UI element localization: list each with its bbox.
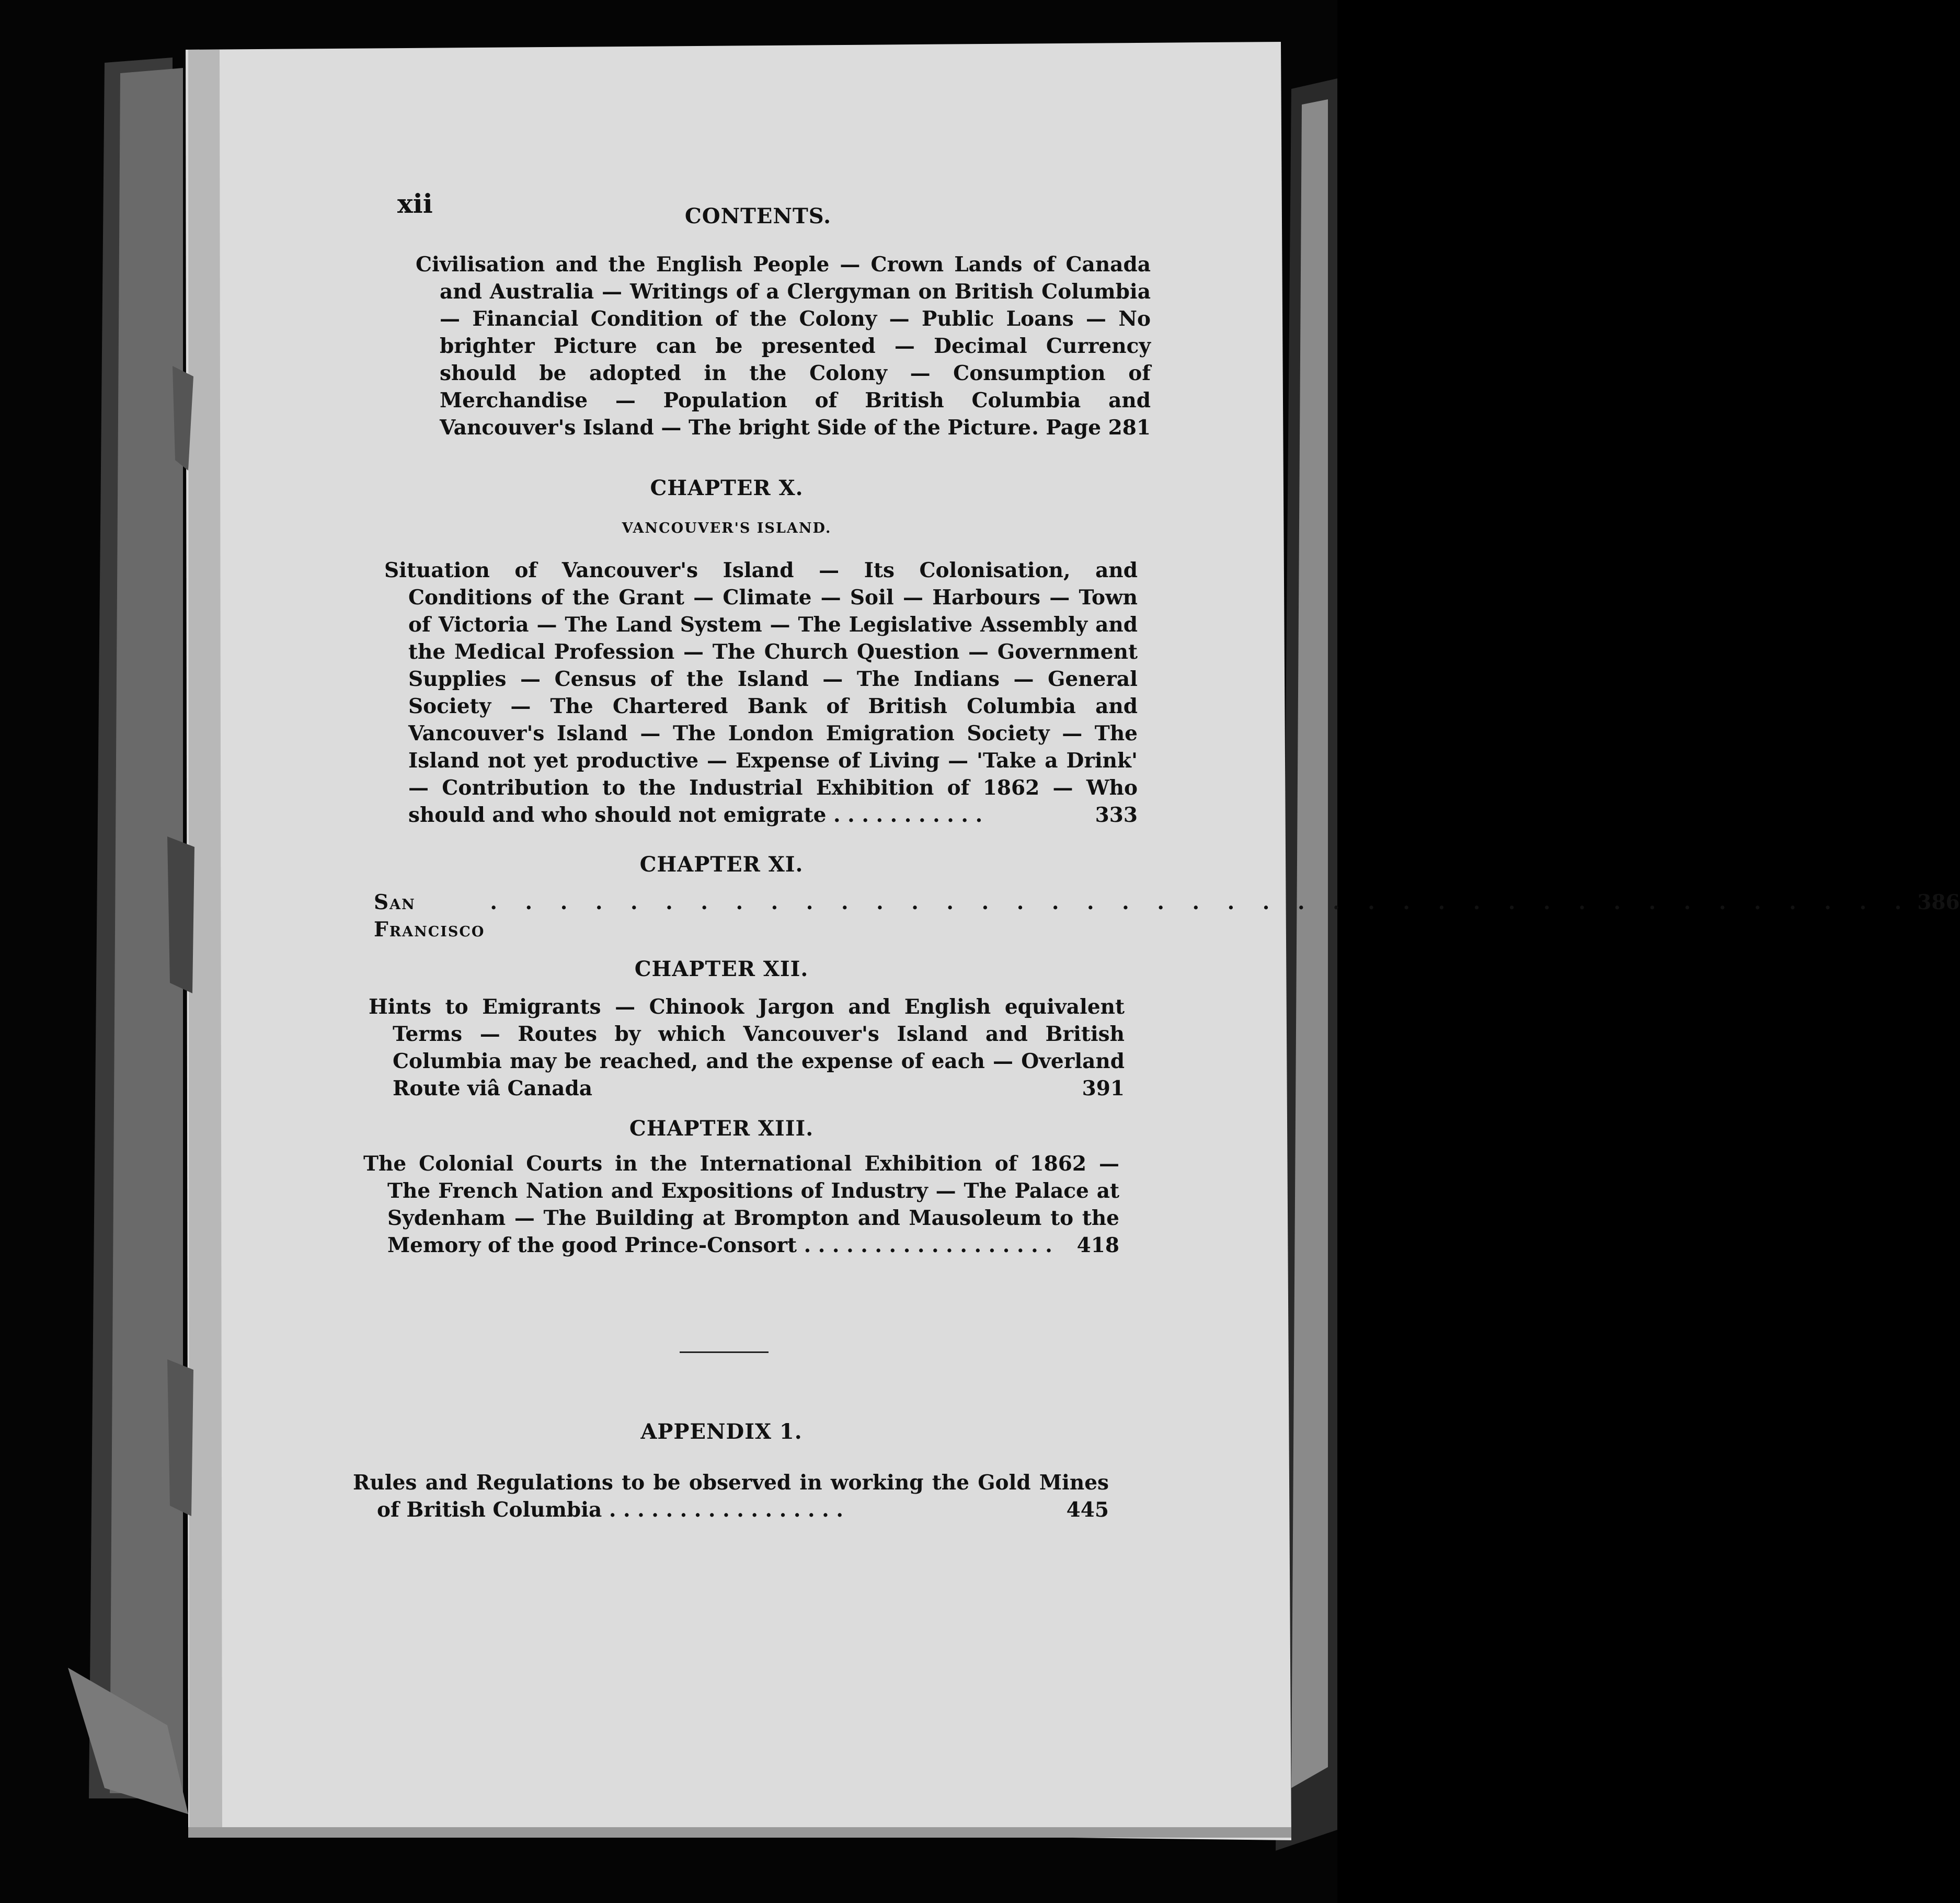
- chapter-heading-12: CHAPTER XII.: [634, 957, 809, 981]
- page-number: xii: [397, 188, 433, 219]
- toc-entry-text: The Colonial Courts in the International Exhibition of 1862 — The French Nation and Expositions of Industry — The Palace at Sydenham — The Building at Brompton and Mausoleum to the Memory of the good Prince-Consort: [363, 1152, 1119, 1257]
- chapter-heading-10: CHAPTER X.: [650, 476, 804, 500]
- toc-entry-page: . . Page 281: [1017, 416, 1151, 440]
- chapter-heading-13: CHAPTER XIII.: [629, 1116, 814, 1141]
- chapter-subheading-10: VANCOUVER'S ISLAND.: [622, 520, 832, 536]
- toc-entry-chapter-12: [369, 993, 1125, 1102]
- leader-dots: . . . . . . . . . . .: [833, 803, 983, 827]
- leader-dots: . . . . . . . . . . . . . . . . . .: [804, 1233, 1052, 1257]
- toc-entry-page: 333: [1095, 803, 1138, 827]
- appendix-heading-1: APPENDIX 1.: [640, 1419, 803, 1444]
- leader-dots: . . . . . . . . . . . . . . . . .: [609, 1498, 843, 1522]
- toc-entry-page: 386: [1917, 890, 1960, 914]
- toc-entry-text: San Francisco: [374, 890, 485, 942]
- chapter-heading-11: CHAPTER XI.: [639, 852, 804, 877]
- toc-entry-chapter-11: [374, 889, 1960, 943]
- toc-entry-text: Situation of Vancouver's Island — Its Colonisation, and Conditions of the Grant — Climate — Soil — Harbours — Town of Victoria — The Land System — The Legislative Assembly and the Medical Profession — The Church Question — Government Supplies — Census of the Island — The Indians — General Society — The Chartered Bank of British Columbia and Vancouver's Island — The London Emigration Society — The Island not yet productive — Expense of Living — 'Take a Drink' — Contribution to the Industrial Exhibition of 1862 — Who should and who should not emigrate: [384, 558, 1138, 827]
- toc-entry-chapter-10: [384, 557, 1138, 829]
- toc-entry-appendix-1: [353, 1469, 1109, 1523]
- toc-entry-chapter-13: [363, 1150, 1119, 1259]
- section-divider: [680, 1351, 769, 1353]
- toc-entry-text: Civilisation and the English People — Crown Lands of Canada and Australia — Writings of a Clergyman on British Columbia — Financial Condition of the Colony — Public Loans — No brighter Picture can be presented — Decimal Currency should be adopted in the Colony — Consumption of Merchandise — Population of British Columbia and Vancouver's Island — The bright Side of the Picture: [416, 253, 1151, 440]
- toc-entry-chapter-9-tail: [416, 251, 1151, 441]
- leader-dots: . . . . . . . . . . . . . . . . . . . . . . . . . . . . . . . . . . . . . . . . .: [490, 890, 1912, 914]
- toc-entry-page: 391: [1082, 1076, 1125, 1100]
- toc-entry-text: Rules and Regulations to be observed in working the Gold Mines of British Columbia: [353, 1471, 1109, 1522]
- toc-entry-page: 445: [1066, 1498, 1109, 1522]
- running-head: CONTENTS.: [684, 204, 832, 228]
- toc-entry-page: 418: [1076, 1233, 1119, 1257]
- toc-entry-text: Hints to Emigrants — Chinook Jargon and English equivalent Terms — Routes by which Vancouver's Island and British Columbia may be reached, and the expense of each — Overland Route viâ Canada: [369, 995, 1125, 1100]
